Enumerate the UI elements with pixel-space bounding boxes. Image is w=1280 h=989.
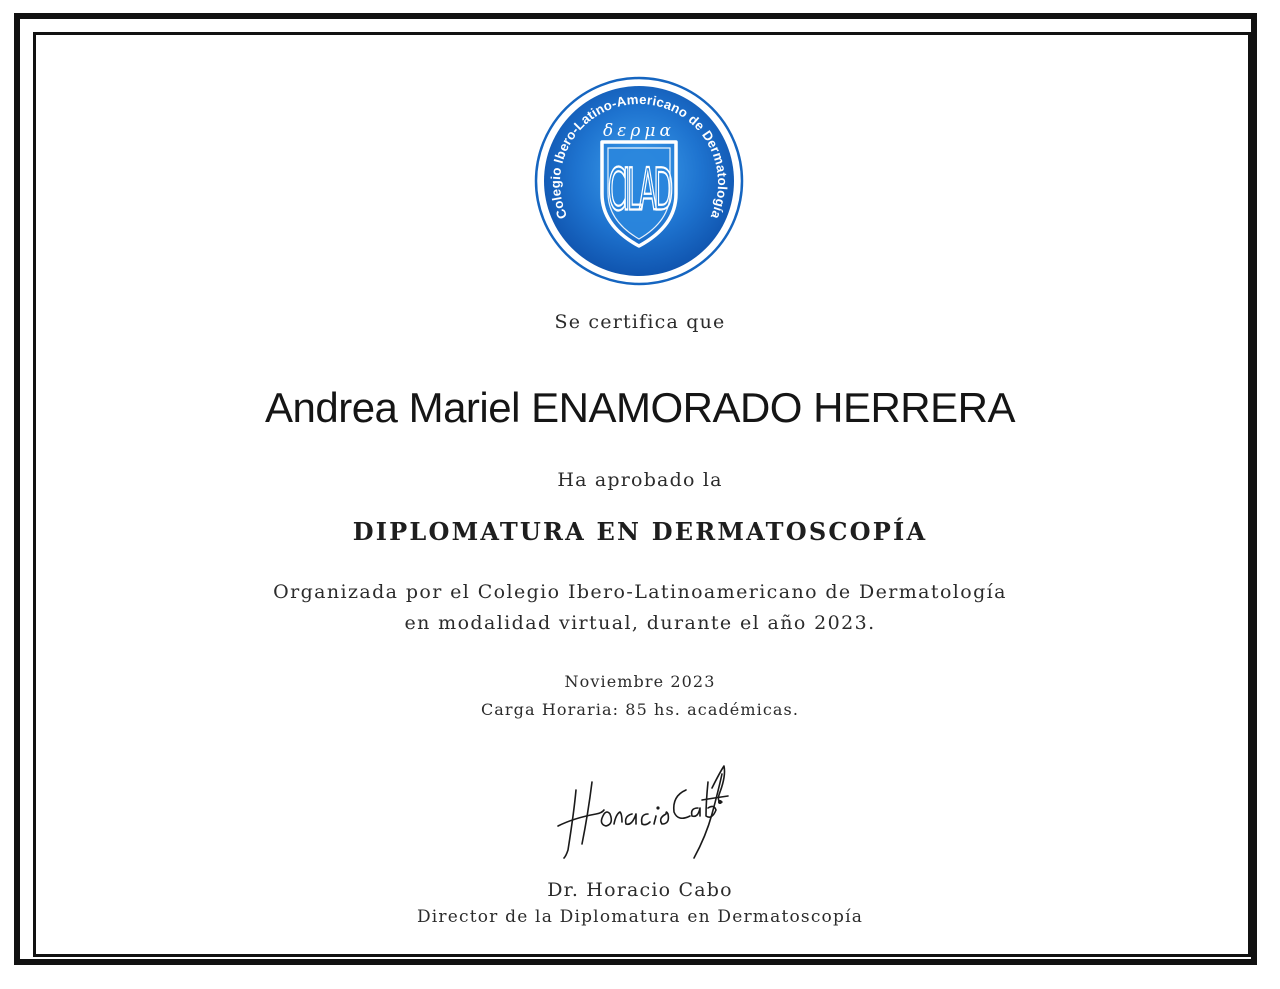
program-title: DIPLOMATURA EN DERMATOSCOPÍA [352,517,928,546]
organizer-line-2: en modalidad virtual, durante el año 2023. [404,612,876,634]
signer-name: Dr. Horacio Cabo [547,879,733,901]
signer-title: Director de la Diplomatura en Dermatoscopía [416,907,864,927]
recipient-name: Andrea Mariel ENAMORADO HERRERA [264,384,1015,431]
approved-text: Ha aprobado la [557,469,723,491]
certificate-date: Noviembre 2023 [564,672,716,691]
seal-ring-text: Colegio Ibero-Latino-Americano de Dermatología [547,91,731,222]
seal-monogram: CILAD [607,156,671,224]
certificate-intro: Se certifica que [554,311,726,333]
handwritten-signature [552,752,730,864]
organizer-line-1: Organizada por el Colegio Ibero-Latinoamericano de Dermatología [273,581,1007,603]
course-hours: Carga Horaria: 85 hs. académicas. [480,700,800,719]
cilad-seal-logo [532,76,746,286]
seal-greek-text: δερμα [603,121,675,141]
